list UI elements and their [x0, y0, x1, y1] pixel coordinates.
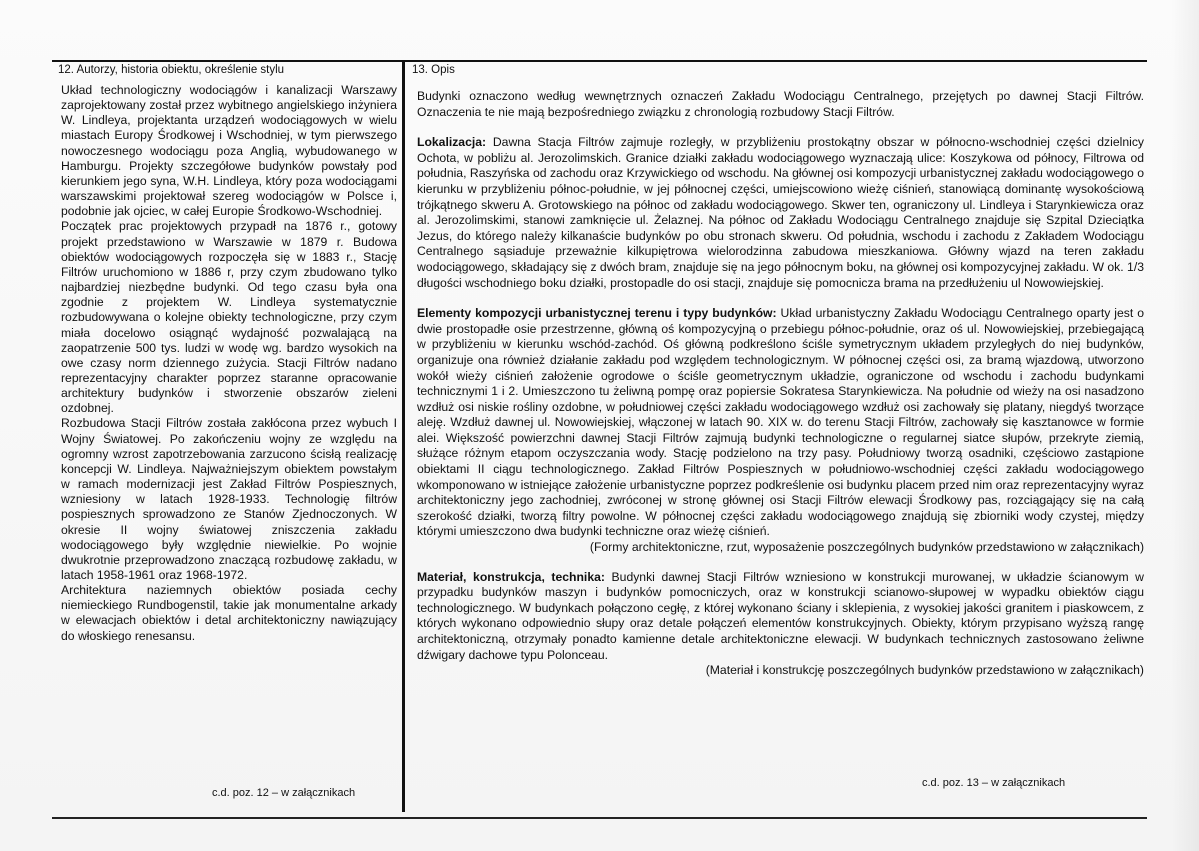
elementy-reference: (Formy architektoniczne, rzut, wyposażenie poszczególnych budynków przedstawiono w załącznikach) [589, 540, 1144, 555]
lokalizacja-paragraph [417, 135, 1144, 291]
column-divider [402, 60, 405, 812]
top-rule [52, 60, 1147, 62]
material-label: Materiał, konstrukcja, technika: [417, 569, 605, 584]
history-paragraph: Układ technologiczny wodociągów i kanalizacji Warszawy zaprojektowany został przez wybitnego angielskiego inżyniera W. Lindleya, projektanta urządzeń wodociągowych w wielu miastach Europy Środkowej i Wschodniej, w tym pierwszego nowoczesnego wodociągu poza Anglią, wybudowanego w Hamburgu. Projekty szczegółowe budynków powstały pod kierunkiem jego syna, W.H. Lindleya, który poza wodociągami warszawskimi projektował szereg wodociągów w Polsce i, podobnie jak ojciec, w całej Europie Środkowo-Wschodniej. [61, 83, 397, 219]
style-paragraph: Architektura naziemnych obiektów posiada cechy niemieckiego Rundbogenstil, takie jak monumentalne arkady w elewacjach obiektów i detal architektoniczny nawiązujący do włoskiego renesansu. [61, 583, 397, 643]
lokalizacja-label: Lokalizacja: [417, 135, 487, 150]
history-paragraph: Początek prac projektowych przypadł na 1876 r., gotowy projekt przedstawiono w Warszawie w 1879 r. Budowa obiektów wodociągowych rozpoczęła się w 1883 r., Stację Filtrów uruchomiono w 1886 r, przy czym zbudowano tylko najbardziej niezbędne budynki. Od tego czasu była ona zgodnie z projektem W. Lindleya systematycznie rozbudowywana o kolejne obiekty technologiczne, przy czym miała docelowo osiągnąć wydajność pozwalającą na zaopatrzenie 500 tys. ludzi w wodę wg. bardzo wysokich na owe czasy norm dziennego zużycia. Stacji Filtrów nadano reprezentacyjny charakter poprzez staranne opracowanie architektury budynków i stworzenie obszarów zieleni ozdobnej. [61, 219, 397, 416]
elementy-text: Układ urbanistyczny Zakładu Wodociągu Centralnego oparty jest o dwie prostopadłe osie przestrzenne, główną oś kompozycyjną o przebiegu północ-południe, oraz oś ul. Nowowiejskiej, przebiegającą w przybliżeniu w kierunku wschód-zachód. Oś główną podkreślono ściśle symetrycznym układem przyległych do niej budynków, organizuje ona również działanie zakładu pod względem technologicznym. W północnej części osi, za bramą wjazdową, utworzono wokół wieży ciśnień założenie ogrodowe o ściśle geometrycznym układzie, ograniczone od wschodu i zachodu budynkami technicznymi 1 i 2. Umieszczono tu żeliwną pompę oraz popiersie Sokratesa Starynkiewicza. Na południe od wieży na osi nasadzono wzdłuż osi niskie rośliny ozdobne, w południowej części zakładu wodociągowego wzdłuż osi zachowały się platany, niegdyś tworzące aleję. Wzdłuż dawnej ul. Nowowiejskiej, włączonej w latach 90. XIX w. do terenu Stacji Filtrów, zachowały się kasztanowce w formie alei. Większość powierzchni dawnej Stacji Filtrów zajmują budynki technologiczne o regularnej siatce słupów, przekryte ziemią, służące różnym etapom oczyszczania wody. Stację podzielono na trzy pasy. Południowy tworzą osadniki, częściowo zastąpione obiektami II ciągu technologicznego. Zakład Filtrów Pospiesznych w południowo-wschodniej części zakładu wodociągowego wkomponowano w istniejące założenie urbanistyczne poprzez podkreślenie osi budynku placem przed nim oraz reprezentacyjny wyraz architektoniczny jego zachodniej, zwróconej w stronę głównej osi Stacji Filtrów elewacji Środkowy pas, rozciągający się na całą szerokość działki, tworzą filtry powolne. W północnej części zakładu wodociągowego znajdują się zbiorniki wody czystej, między którymi umieszczono dwa budynki techniczne oraz wieżę ciśnień. [417, 306, 1144, 539]
history-paragraph: Rozbudowa Stacji Filtrów została zakłócona przez wybuch I Wojny Światowej. Po zakończeniu wojny ze względu na ogromny wzrost zapotrzebowania zarzucono ścisłą realizację koncepcji W. Lindleya. Najważniejszym obiektem powstałym w ramach modernizacji jest Zakład Filtrów Pospiesznych, wzniesiony w latach 1928-1933. Technologię filtrów pospiesznych sprowadzono ze Stanów Zjednoczonych. W okresie II wojny światowej zniszczenia zakładu wodociągowego były względnie niewielkie. Po wojnie dwukrotnie przeprowadzono znaczącą rozbudowę zakładu, w latach 1958-1961 oraz 1968-1972. [61, 416, 397, 582]
elementy-label: Elementy kompozycji urbanistycznej terenu i typy budynków: [417, 306, 777, 321]
elementy-paragraph [417, 306, 1144, 540]
section-12-body [61, 83, 397, 644]
intro-paragraph: Budynki oznaczono według wewnętrznych oznaczeń Zakładu Wodociągu Centralnego, przejętych po dawnej Stacji Filtrów. Oznaczenia te nie mają bezpośredniego związku z chronologią rozbudowy Stacji Filtrów. [417, 89, 1144, 119]
section-13-heading: 13. Opis [412, 64, 455, 76]
section-13-body [417, 89, 1144, 679]
page-edge-shadow [1171, 0, 1199, 851]
material-reference: (Materiał i konstrukcję poszczególnych budynków przedstawiono w załącznikach) [705, 663, 1144, 678]
material-text: Budynki dawnej Stacji Filtrów wzniesiono w konstrukcji murowanej, w układzie ścianowym w przypadku budynków maszyn i budynków pomocniczych, oraz w konstrukcji scianowo-słupowej w wypadku obiektów ciągu technologicznego. W budynkach połączono cegłę, z której wykonano ściany i sklepienia, z wysokiej jakości granitem i piaskowcem, z których wykonano odpowiednio słupy oraz detale połączeń elementów konstrukcyjnych. Obiekty, którym przypisano wyższą rangę architektoniczną, otrzymały ponadto kamienne detale architektoniczne elewacji. W budynkach technicznych zastosowano żeliwne dźwigary dachowe typu Polonceau. [417, 569, 1144, 662]
section-12-heading: 12. Autorzy, historia obiektu, określenie stylu [58, 64, 285, 76]
lokalizacja-text: Dawna Stacja Filtrów zajmuje rozległy, w przybliżeniu prostokątny obszar w północno-wschodniej części dzielnicy Ochota, w pobliżu al. Jerozolimskich. Granice działki zakładu wodociągowego wyznaczają ulice: Koszykowa od północy, Filtrowa od południa, Raszyńska od zachodu oraz Krzywickiego od wschodu. Na głównej osi kompozycji urbanistycznej zakładu wodociągowego o kierunku w przybliżeniu północ-południe, w jej północnej części, umiejscowiono wieżę ciśnień, stanowiącą dominantę wysokościową trójkątnego skweru A. Grotowskiego na północ od zakładu wodociągowego. Skwer ten, ograniczony ul. Lindleya i Starynkiewicza oraz al. Jerozolimskimi, stanowi zamknięcie ul. Żelaznej. Na północ od Zakładu Wodociągu Centralnego znajduje się Szpital Dzieciątka Jezus, do którego należy kilkanaście budynków po obu stronach skweru. Od południa, wschodu i zachodu z Zakładem Wodociągu Centralnego sąsiaduje przeważnie kilkupiętrowa wielorodzinna zabudowa mieszkaniowa. Główny wjazd na teren zakładu wodociągowego, składający się z dwóch bram, znajduje się na jego północnym boku, na głównej osi kompozycyjnej zakładu. W ok. 1/3 długości wschodniego boku działki, prostopadle do osi stacji, znajduje się pomocnicza brama na przedłużeniu ul Nowowiejskiej. [417, 135, 1145, 290]
form-frame [52, 60, 1147, 820]
continuation-note-12: c.d. poz. 12 – w załącznikach [212, 787, 356, 799]
continuation-note-13: c.d. poz. 13 – w załącznikach [922, 777, 1066, 789]
bottom-rule [52, 817, 1147, 819]
material-paragraph [417, 570, 1144, 664]
